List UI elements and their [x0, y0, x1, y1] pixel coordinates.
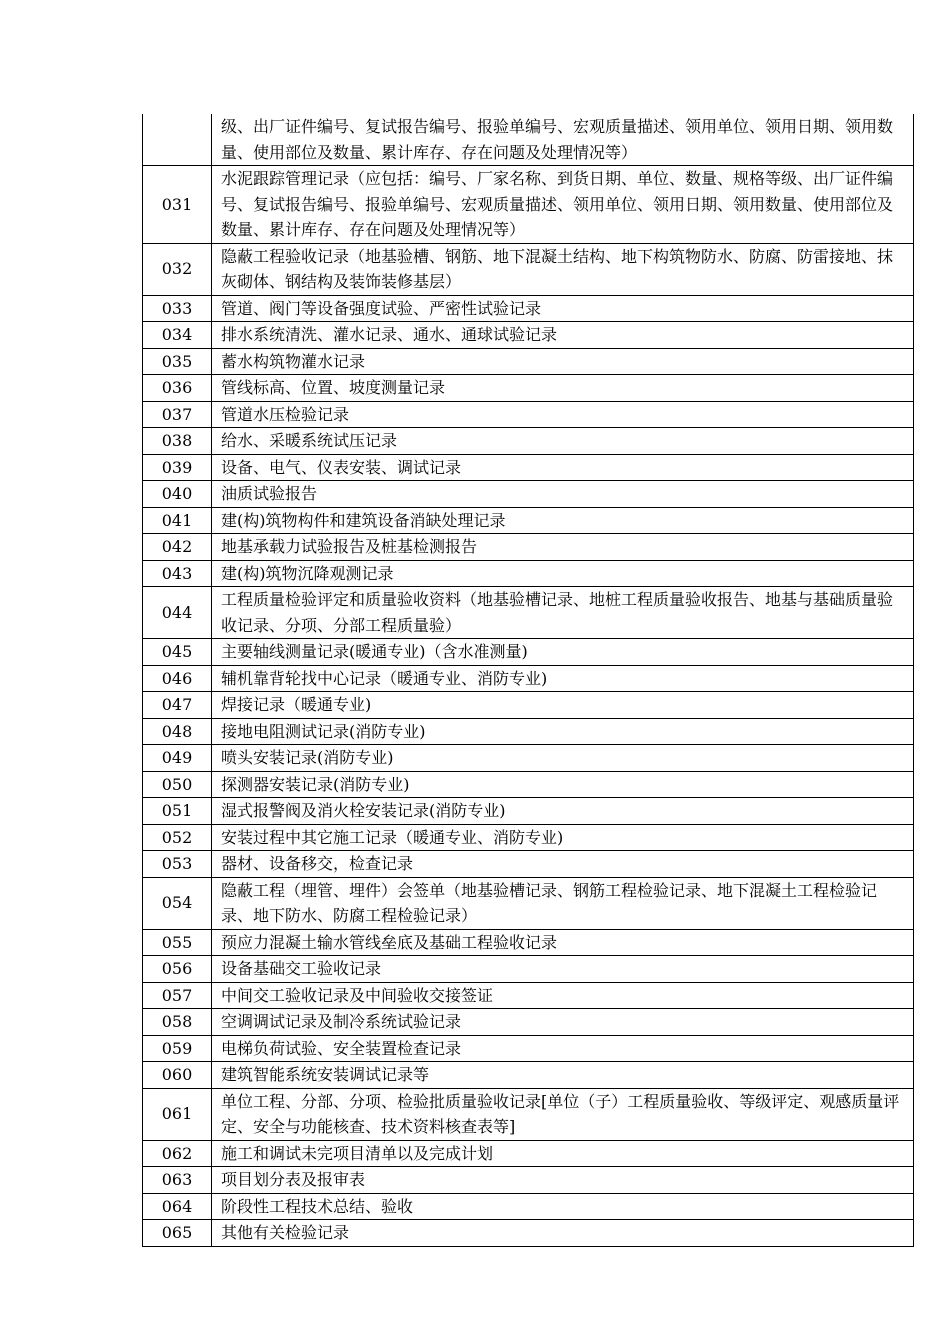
- row-description: 喷头安装记录(消防专业): [212, 745, 914, 772]
- row-number: 049: [143, 745, 212, 772]
- row-description: 探测器安装记录(消防专业): [212, 771, 914, 798]
- table-row: [143, 1009, 914, 1036]
- row-number: 058: [143, 1009, 212, 1036]
- row-description: 水泥跟踪管理记录（应包括：编号、厂家名称、到货日期、单位、数量、规格等级、出厂证件编号、复试报告编号、报验单编号、宏观质量描述、领用单位、领用日期、领用数量、使用部位及数量、累计库存、存在问题及处理情况等）: [212, 166, 914, 244]
- table-row: [143, 929, 914, 956]
- table-row: [143, 166, 914, 244]
- table-row: [143, 665, 914, 692]
- row-number: 044: [143, 587, 212, 639]
- records-table-body: [143, 114, 914, 1246]
- row-number: 032: [143, 243, 212, 295]
- table-row: [143, 877, 914, 929]
- table-row: [143, 1220, 914, 1247]
- row-description: 预应力混凝土输水管线垒底及基础工程验收记录: [212, 929, 914, 956]
- row-description: 排水系统清洗、灌水记录、通水、通球试验记录: [212, 322, 914, 349]
- row-number: 048: [143, 718, 212, 745]
- table-row: [143, 771, 914, 798]
- table-row: [143, 560, 914, 587]
- table-row: [143, 1035, 914, 1062]
- table-row: [143, 851, 914, 878]
- row-number: 038: [143, 428, 212, 455]
- row-number: 033: [143, 295, 212, 322]
- row-number: 036: [143, 375, 212, 402]
- row-number: 060: [143, 1062, 212, 1089]
- table-row: [143, 745, 914, 772]
- row-description: 油质试验报告: [212, 481, 914, 508]
- row-description: 建(构)筑物沉降观测记录: [212, 560, 914, 587]
- row-description: 建筑智能系统安装调试记录等: [212, 1062, 914, 1089]
- row-description: 级、出厂证件编号、复试报告编号、报验单编号、宏观质量描述、领用单位、领用日期、领用数量、使用部位及数量、累计库存、存在问题及处理情况等）: [212, 114, 914, 166]
- row-number: 061: [143, 1088, 212, 1140]
- row-number: 062: [143, 1140, 212, 1167]
- row-number: 065: [143, 1220, 212, 1247]
- table-row: [143, 956, 914, 983]
- table-row: [143, 295, 914, 322]
- row-description: 隐蔽工程验收记录（地基验槽、钢筋、地下混凝土结构、地下构筑物防水、防腐、防雷接地、抹灰砌体、钢结构及装饰装修基层）: [212, 243, 914, 295]
- row-description: 项目划分表及报审表: [212, 1167, 914, 1194]
- table-row: [143, 1088, 914, 1140]
- table-row: [143, 1193, 914, 1220]
- row-description: 单位工程、分部、分项、检验批质量验收记录[单位（子）工程质量验收、等级评定、观感质量评定、安全与功能核查、技术资料核查表等]: [212, 1088, 914, 1140]
- table-row: [143, 428, 914, 455]
- row-number: 037: [143, 401, 212, 428]
- table-row: [143, 322, 914, 349]
- row-description: 湿式报警阀及消火栓安装记录(消防专业): [212, 798, 914, 825]
- row-description: 阶段性工程技术总结、验收: [212, 1193, 914, 1220]
- row-number: 052: [143, 824, 212, 851]
- table-row: [143, 375, 914, 402]
- table-row: [143, 348, 914, 375]
- row-number: 063: [143, 1167, 212, 1194]
- row-number: 034: [143, 322, 212, 349]
- row-description: 管道、阀门等设备强度试验、严密性试验记录: [212, 295, 914, 322]
- row-description: 施工和调试未完项目清单以及完成计划: [212, 1140, 914, 1167]
- row-description: 管道水压检验记录: [212, 401, 914, 428]
- row-number: 040: [143, 481, 212, 508]
- row-number: 043: [143, 560, 212, 587]
- row-description: 管线标高、位置、坡度测量记录: [212, 375, 914, 402]
- row-number: 064: [143, 1193, 212, 1220]
- table-row: [143, 1062, 914, 1089]
- row-description: 工程质量检验评定和质量验收资料（地基验槽记录、地桩工程质量验收报告、地基与基础质量验收记录、分项、分部工程质量验）: [212, 587, 914, 639]
- row-description: 给水、采暖系统试压记录: [212, 428, 914, 455]
- table-row: [143, 639, 914, 666]
- row-description: 安装过程中其它施工记录（暖通专业、消防专业): [212, 824, 914, 851]
- row-number: 047: [143, 692, 212, 719]
- table-row: [143, 481, 914, 508]
- row-description: 接地电阻测试记录(消防专业): [212, 718, 914, 745]
- row-number: 035: [143, 348, 212, 375]
- row-number: 054: [143, 877, 212, 929]
- table-row: [143, 454, 914, 481]
- table-row: [143, 798, 914, 825]
- table-row: [143, 587, 914, 639]
- table-row: [143, 401, 914, 428]
- table-row: [143, 1140, 914, 1167]
- row-number: [143, 114, 212, 166]
- table-row: [143, 718, 914, 745]
- row-description: 空调调试记录及制冷系统试验记录: [212, 1009, 914, 1036]
- row-description: 器材、设备移交，检查记录: [212, 851, 914, 878]
- row-number: 055: [143, 929, 212, 956]
- table-row: [143, 824, 914, 851]
- table-row: [143, 243, 914, 295]
- row-number: 031: [143, 166, 212, 244]
- row-number: 057: [143, 982, 212, 1009]
- row-description: 主要轴线测量记录(暖通专业)（含水准测量): [212, 639, 914, 666]
- row-description: 焊接记录（暖通专业): [212, 692, 914, 719]
- row-description: 中间交工验收记录及中间验收交接签证: [212, 982, 914, 1009]
- row-description: 设备基础交工验收记录: [212, 956, 914, 983]
- row-number: 042: [143, 534, 212, 561]
- row-description: 建(构)筑物构件和建筑设备消缺处理记录: [212, 507, 914, 534]
- row-number: 056: [143, 956, 212, 983]
- row-number: 039: [143, 454, 212, 481]
- row-description: 蓄水构筑物灌水记录: [212, 348, 914, 375]
- row-description: 其他有关检验记录: [212, 1220, 914, 1247]
- table-row: [143, 1167, 914, 1194]
- table-row: [143, 114, 914, 166]
- row-description: 设备、电气、仪表安装、调试记录: [212, 454, 914, 481]
- row-description: 地基承载力试验报告及桩基检测报告: [212, 534, 914, 561]
- row-number: 050: [143, 771, 212, 798]
- records-table: [142, 114, 914, 1247]
- row-number: 059: [143, 1035, 212, 1062]
- row-number: 051: [143, 798, 212, 825]
- row-number: 041: [143, 507, 212, 534]
- row-number: 053: [143, 851, 212, 878]
- row-description: 辅机靠背轮找中心记录（暖通专业、消防专业): [212, 665, 914, 692]
- row-number: 045: [143, 639, 212, 666]
- row-description: 隐蔽工程（埋管、埋件）会签单（地基验槽记录、钢筋工程检验记录、地下混凝土工程检验记录、地下防水、防腐工程检验记录）: [212, 877, 914, 929]
- table-row: [143, 982, 914, 1009]
- table-row: [143, 534, 914, 561]
- table-row: [143, 692, 914, 719]
- row-number: 046: [143, 665, 212, 692]
- row-description: 电梯负荷试验、安全装置检查记录: [212, 1035, 914, 1062]
- table-row: [143, 507, 914, 534]
